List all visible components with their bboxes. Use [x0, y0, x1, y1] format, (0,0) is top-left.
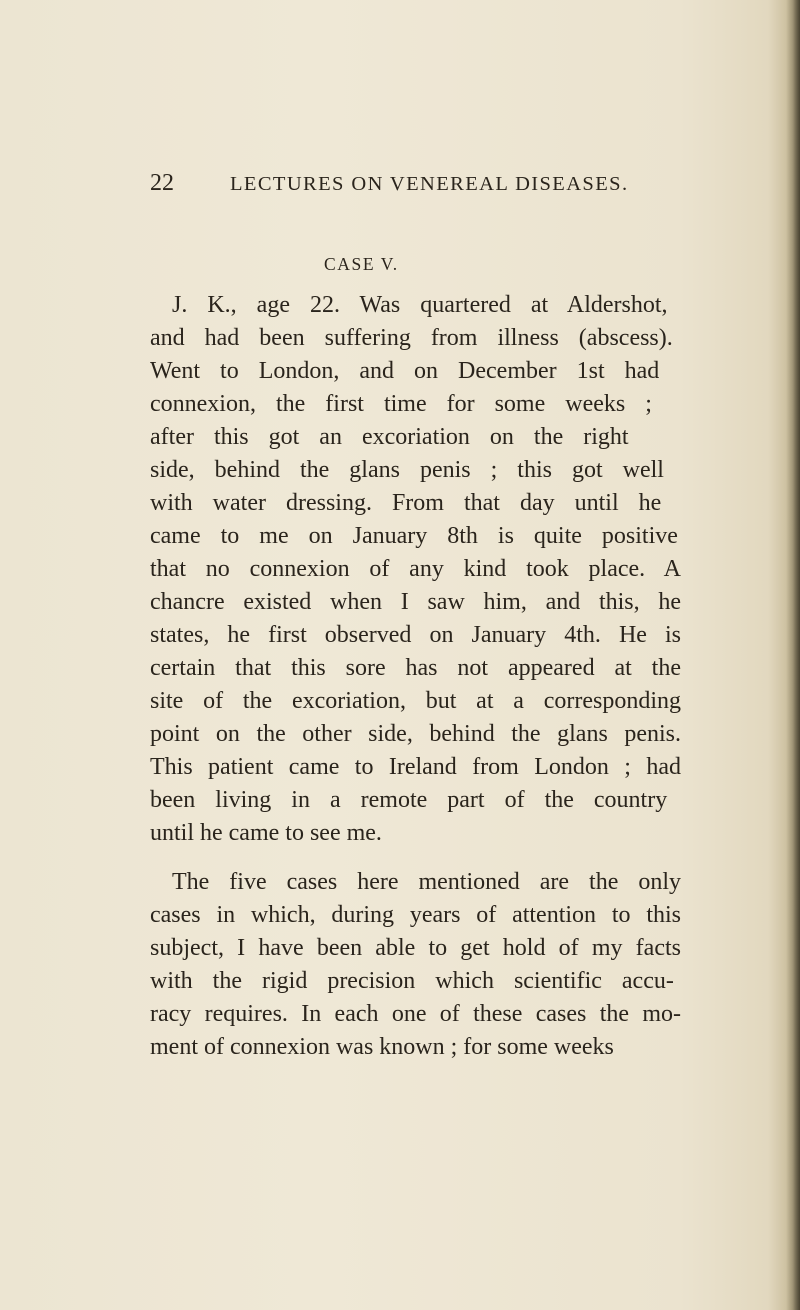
- text-line: ment of connexion was known ; for some weeks: [150, 1034, 614, 1060]
- text-line: point on the other side, behind the glans penis.: [150, 721, 681, 747]
- text-line: after this got an excoriation on the right: [150, 424, 629, 450]
- text-line: cases in which, during years of attention to this: [150, 902, 681, 928]
- running-head: [150, 170, 629, 202]
- text-line: J. K., age 22. Was quartered at Aldershot,: [172, 292, 668, 318]
- running-head-title: LECTURES ON VENEREAL DISEASES.: [230, 173, 629, 195]
- text-line: subject, I have been able to get hold of my facts: [150, 935, 681, 961]
- text-line: side, behind the glans penis ; this got well: [150, 457, 664, 483]
- text-line: This patient came to Ireland from London ; had: [150, 754, 681, 780]
- page-number: 22: [150, 170, 174, 196]
- text-line: connexion, the first time for some weeks ;: [150, 391, 652, 417]
- text-line: with the rigid precision which scientific accu-: [150, 968, 674, 994]
- text-line: came to me on January 8th is quite positive: [150, 523, 678, 549]
- text-line: states, he first observed on January 4th. He is: [150, 622, 681, 648]
- text-line: and had been suffering from illness (abscess).: [150, 325, 673, 351]
- text-line: chancre existed when I saw him, and this, he: [150, 589, 681, 615]
- text-line: that no connexion of any kind took place. A: [150, 556, 681, 582]
- text-line: with water dressing. From that day until he: [150, 490, 662, 516]
- text-line: Went to London, and on December 1st had: [150, 358, 660, 384]
- text-line: site of the excoriation, but at a corresponding: [150, 688, 681, 714]
- text-line: The five cases here mentioned are the only: [172, 869, 681, 895]
- case-heading: CASE V.: [324, 254, 399, 274]
- text-line: certain that this sore has not appeared at the: [150, 655, 681, 681]
- page-edge-shadow: [786, 0, 800, 1310]
- text-line: been living in a remote part of the country: [150, 787, 668, 813]
- text-line: until he came to see me.: [150, 820, 382, 846]
- text-line: racy requires. In each one of these cases the mo-: [150, 1001, 681, 1027]
